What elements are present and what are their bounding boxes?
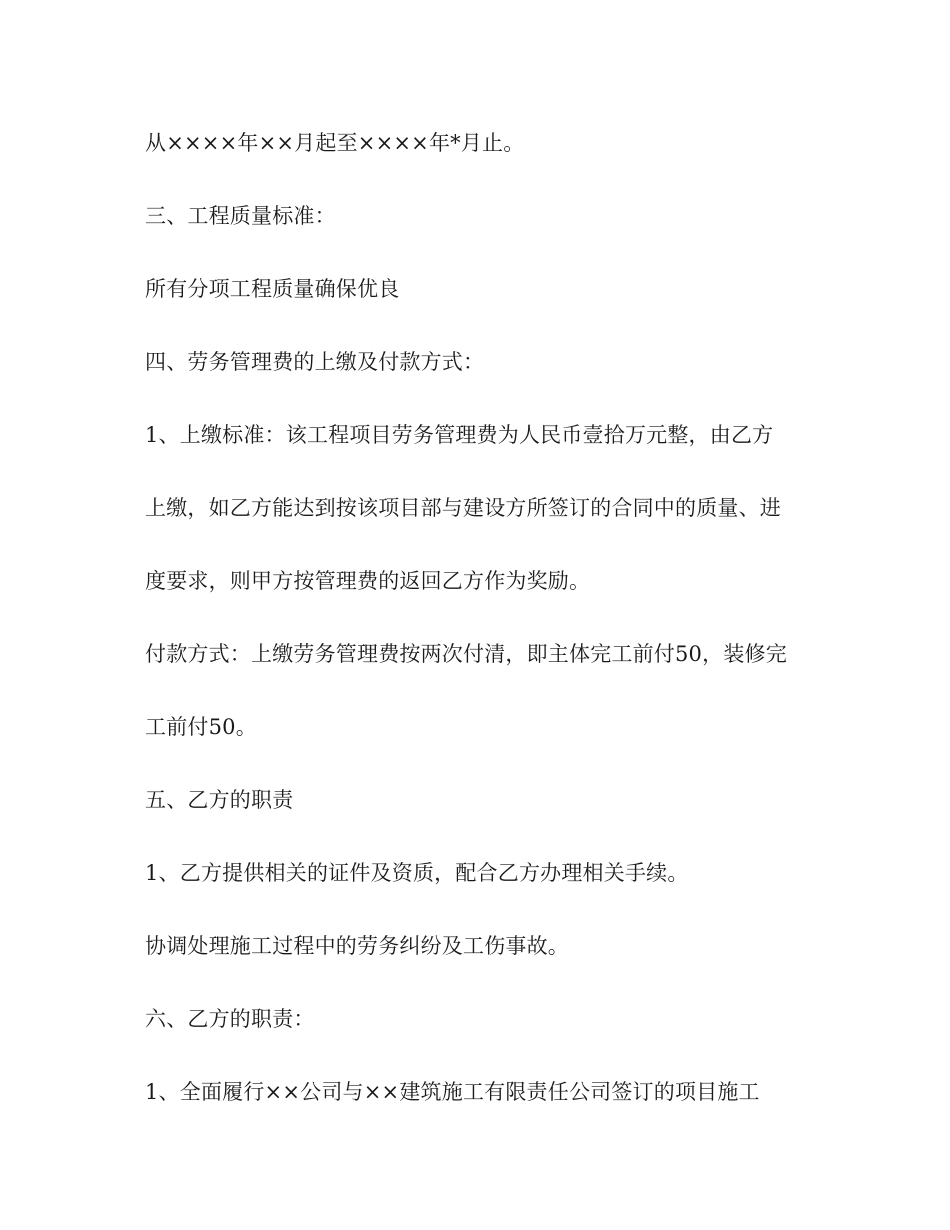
- duty-item-2: 协调处理施工过程中的劳务纠纷及工伤事故。: [145, 934, 569, 958]
- fee-standard-line-2: 上缴，如乙方能达到按该项目部与建设方所签订的合同中的质量、进: [145, 496, 781, 520]
- payment-method-line-2: 工前付50。: [145, 715, 257, 739]
- duty-6-item-1: 1、全面履行××公司与××建筑施工有限责任公司签订的项目施工: [145, 1080, 760, 1104]
- section-heading-quality: 三、工程质量标准：: [145, 204, 336, 228]
- section-heading-fees: 四、劳务管理费的上缴及付款方式：: [145, 350, 485, 374]
- payment-method-line-1: 付款方式：上缴劳务管理费按两次付清，即主体完工前付50，装修完: [145, 642, 787, 666]
- section-heading-duties-5: 五、乙方的职责: [145, 788, 294, 812]
- duty-item-1: 1、乙方提供相关的证件及资质，配合乙方办理相关手续。: [145, 861, 689, 885]
- quality-standard-text: 所有分项工程质量确保优良: [145, 277, 400, 301]
- contract-period-line: 从××××年××月起至××××年*月止。: [145, 131, 525, 155]
- fee-standard-line-1: 1、上缴标准：该工程项目劳务管理费为人民币壹拾万元整，由乙方: [145, 423, 774, 447]
- section-heading-duties-6: 六、乙方的职责：: [145, 1007, 315, 1031]
- fee-standard-line-3: 度要求，则甲方按管理费的返回乙方作为奖励。: [145, 569, 591, 593]
